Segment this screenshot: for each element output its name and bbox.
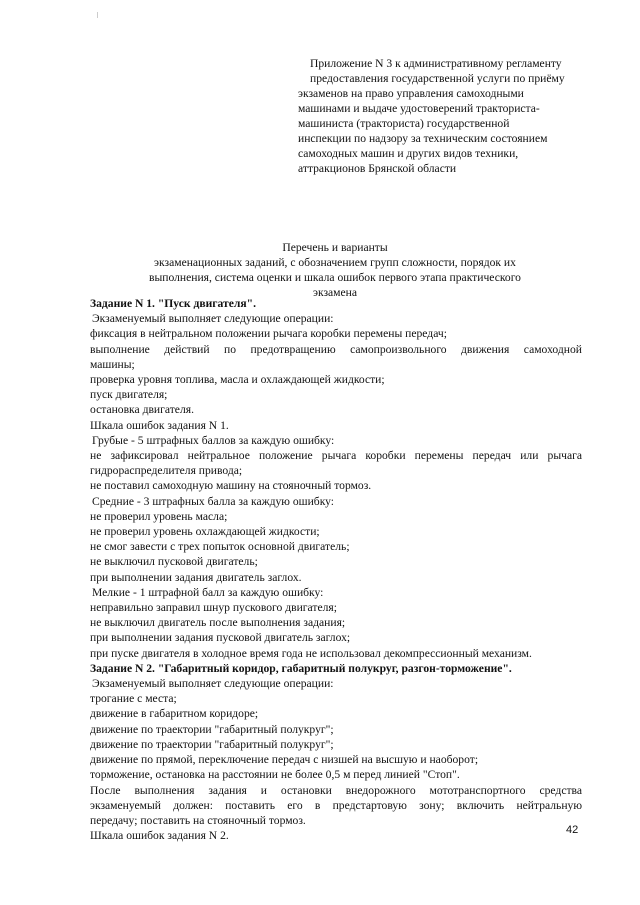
body-line: пуск двигателя;	[90, 388, 168, 402]
appendix-line: инспекции по надзору за техническим состоянием	[298, 132, 548, 145]
title-line: Перечень и варианты	[282, 241, 388, 254]
appendix-line: предоставления государственной услуги по приёму	[310, 72, 565, 85]
task-heading: Задание N 2. "Габаритный коридор, габаритный полукруг, разгон-торможение".	[90, 661, 512, 675]
body-line: торможение, остановка на расстоянии не более 0,5 м перед линией "Стоп".	[90, 768, 460, 782]
body-line: не проверил уровень масла;	[90, 509, 228, 523]
title-line: экзамена	[312, 286, 357, 299]
appendix-line: Приложение N 3 к административному регламенту	[310, 57, 562, 70]
body-line: движение по траектории "габаритный полукруг";	[90, 722, 334, 736]
body-line: движение по траектории "габаритный полукруг";	[90, 737, 334, 751]
body-line: Грубые - 5 штрафных баллов за каждую ошибку:	[92, 433, 335, 447]
appendix-line: машинами и выдаче удостоверений тракториста-	[298, 102, 540, 115]
body-line: не поставил самоходную машину на стояночный тормоз.	[90, 479, 372, 493]
body-line: Экзаменуемый выполняет следующие операции:	[92, 677, 334, 691]
body-line: передачу; поставить на стояночный тормоз.	[90, 813, 306, 827]
body-line: при выполнении задания двигатель заглох.	[90, 570, 302, 584]
body-line: движение в габаритном коридоре;	[90, 707, 259, 721]
body-line: остановка двигателя.	[90, 403, 194, 417]
body-line: машины;	[90, 357, 135, 371]
body-line: Шкала ошибок задания N 2.	[90, 829, 229, 843]
body-line: Мелкие - 1 штрафной балл за каждую ошибку:	[92, 585, 324, 599]
body-line: не зафиксировал нейтральное положение рычага коробки перемены передач или рычага	[90, 449, 582, 463]
appendix-line: машиниста (тракториста) государственной	[298, 117, 510, 130]
document-title	[90, 240, 580, 300]
body-line: выполнение действий по предотвращению самопроизвольного движения самоходной	[90, 342, 582, 356]
document-body	[90, 296, 582, 843]
body-line: проверка уровня топлива, масла и охлаждающей жидкости;	[90, 373, 385, 387]
body-line: фиксация в нейтральном положении рычага коробки перемены передач;	[90, 327, 447, 341]
body-line: экзаменуемый должен: поставить его в предстартовую зону; включить нейтральную	[90, 798, 582, 812]
body-line: при пуске двигателя в холодное время года не использовал декомпрессионный механизм.	[90, 646, 532, 660]
appendix-line: аттракционов Брянской области	[298, 162, 457, 175]
body-line: не выключил пусковой двигатель;	[90, 555, 258, 569]
body-line: неправильно заправил шнур пускового двигателя;	[90, 601, 337, 615]
body-line: не проверил уровень охлаждающей жидкости;	[90, 525, 320, 539]
appendix-header	[298, 56, 598, 176]
body-line: Экзаменуемый выполняет следующие операции:	[92, 312, 334, 326]
appendix-line: экзаменов на право управления самоходными	[298, 87, 524, 100]
body-line: движение по прямой, переключение передач с низшей на высшую и наоборот;	[90, 753, 479, 767]
page-number: 42	[566, 824, 579, 836]
body-line: не выключил двигатель после выполнения задания;	[90, 616, 346, 630]
appendix-line: самоходных машин и других видов техники,	[298, 147, 519, 160]
body-line: гидрораспределителя привода;	[90, 464, 243, 478]
title-line: выполнения, система оценки и шкала ошибок первого этапа практического	[149, 271, 521, 284]
body-line: трогание с места;	[90, 692, 177, 706]
body-line: Шкала ошибок задания N 1.	[90, 418, 229, 432]
task-heading: Задание N 1. "Пуск двигателя".	[90, 297, 256, 310]
title-line: экзаменационных заданий, с обозначением групп сложности, порядок их	[154, 256, 516, 269]
body-line: при выполнении задания пусковой двигатель заглох;	[90, 631, 351, 645]
body-line: Средние - 3 штрафных балла за каждую ошибку:	[92, 494, 335, 508]
body-line: После выполнения задания и остановки внедорожного мототранспортного средства	[90, 783, 582, 797]
body-line: не смог завести с трех попыток основной двигатель;	[90, 540, 350, 554]
scan-mark	[97, 12, 98, 18]
